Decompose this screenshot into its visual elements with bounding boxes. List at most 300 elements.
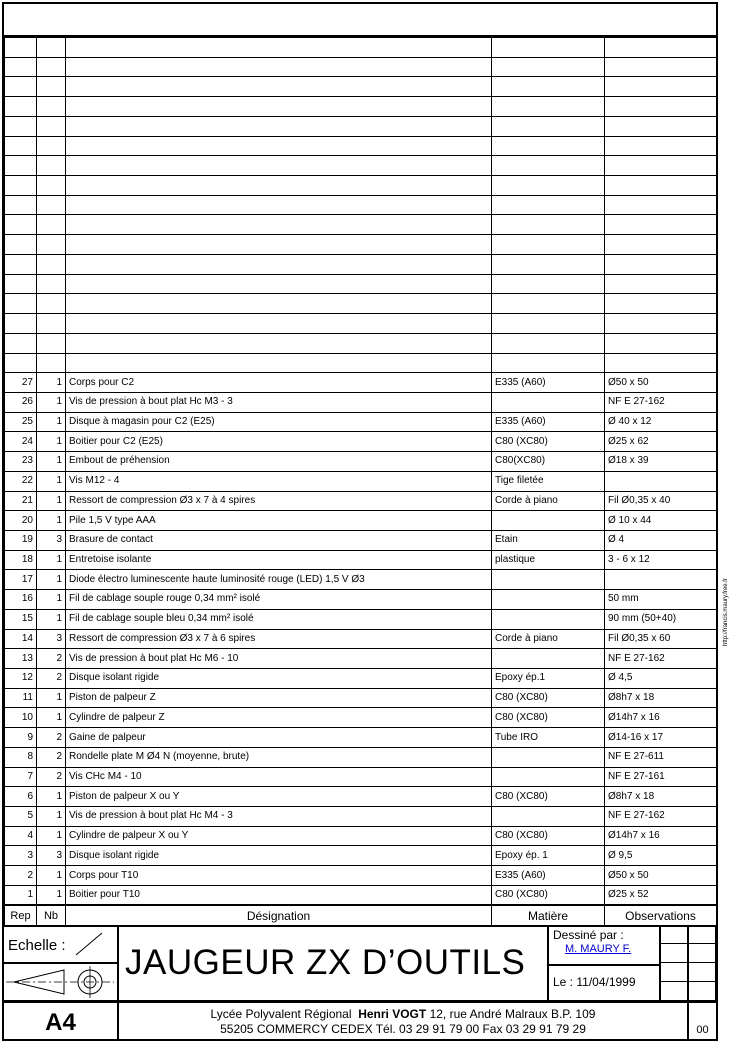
cell-observations: Ø18 x 39 (605, 452, 717, 472)
cell-designation: Piston de palpeur Z (66, 688, 492, 708)
cell-nb: 1 (37, 412, 66, 432)
cell-rep: 16 (5, 590, 37, 610)
cell-matiere: Tige filetée (492, 471, 605, 491)
cell-matiere (492, 97, 605, 117)
cell-matiere: E335 (A60) (492, 412, 605, 432)
empty-row (5, 294, 717, 314)
cell-designation (66, 333, 492, 353)
cell-matiere: Tube IRO (492, 728, 605, 748)
cell-observations (605, 136, 717, 156)
cell-designation (66, 294, 492, 314)
cell-nb: 1 (37, 590, 66, 610)
table-row (5, 747, 717, 767)
header-nb: Nb (37, 905, 66, 926)
cell-matiere (492, 314, 605, 334)
cell-observations: Ø50 x 50 (605, 373, 717, 393)
cell-observations (605, 570, 717, 590)
cell-nb: 1 (37, 708, 66, 728)
empty-row (5, 215, 717, 235)
index-cell (688, 1001, 716, 1039)
school-address-cell (118, 1001, 688, 1039)
cell-observations: NF E 27-161 (605, 767, 717, 787)
cell-designation: Vis de pression à bout plat Hc M3 - 3 (66, 392, 492, 412)
cell-rep: 8 (5, 747, 37, 767)
cell-nb (37, 136, 66, 156)
table-row (5, 609, 717, 629)
cell-rep (5, 254, 37, 274)
table-row (5, 511, 717, 531)
cell-matiere: C80 (XC80) (492, 432, 605, 452)
cell-rep (5, 77, 37, 97)
cell-observations: Fil Ø0,35 x 60 (605, 629, 717, 649)
cell-rep: 12 (5, 669, 37, 689)
cell-designation (66, 77, 492, 97)
cell-matiere (492, 77, 605, 97)
empty-row (5, 57, 717, 77)
cell-matiere (492, 649, 605, 669)
cell-nb (37, 215, 66, 235)
cell-observations (605, 471, 717, 491)
header-observations: Observations (605, 905, 717, 926)
cell-designation (66, 38, 492, 58)
cell-observations (605, 116, 717, 136)
cell-nb: 2 (37, 649, 66, 669)
empty-row (5, 77, 717, 97)
cell-designation: Diode électro luminescente haute luminosité rouge (LED) 1,5 V Ø3 (66, 570, 492, 590)
cell-rep: 22 (5, 471, 37, 491)
table-row (5, 728, 717, 748)
cell-rep: 11 (5, 688, 37, 708)
cell-matiere (492, 136, 605, 156)
cell-rep: 3 (5, 846, 37, 866)
school-street: 12, rue André Malraux B.P. 109 (426, 1007, 596, 1021)
cell-observations (605, 156, 717, 176)
cell-observations: Ø8h7 x 18 (605, 787, 717, 807)
cell-observations: Ø 10 x 44 (605, 511, 717, 531)
cell-nb (37, 333, 66, 353)
cell-designation: Disque à magasin pour C2 (E25) (66, 412, 492, 432)
revision-cell (660, 963, 688, 982)
cell-designation: Corps pour T10 (66, 866, 492, 886)
cell-designation (66, 176, 492, 196)
cell-observations: NF E 27-162 (605, 807, 717, 827)
cell-designation (66, 97, 492, 117)
cell-observations (605, 235, 717, 255)
cell-nb: 1 (37, 570, 66, 590)
empty-row (5, 116, 717, 136)
cell-rep: 27 (5, 373, 37, 393)
cell-observations: Ø14-16 x 17 (605, 728, 717, 748)
cell-designation (66, 57, 492, 77)
cell-observations: Ø 4,5 (605, 669, 717, 689)
cell-rep: 6 (5, 787, 37, 807)
cell-nb (37, 156, 66, 176)
table-row (5, 846, 717, 866)
table-row (5, 708, 717, 728)
empty-row (5, 136, 717, 156)
drawn-by-label: Dessiné par : (553, 928, 624, 942)
empty-row (5, 156, 717, 176)
cell-rep: 24 (5, 432, 37, 452)
cell-designation: Brasure de contact (66, 530, 492, 550)
cell-nb (37, 97, 66, 117)
cell-designation: Piston de palpeur X ou Y (66, 787, 492, 807)
cell-designation (66, 274, 492, 294)
cell-matiere (492, 156, 605, 176)
cell-rep: 18 (5, 550, 37, 570)
table-row (5, 452, 717, 472)
cell-observations (605, 195, 717, 215)
cell-matiere (492, 609, 605, 629)
empty-row (5, 235, 717, 255)
cell-nb: 1 (37, 471, 66, 491)
cell-designation: Rondelle plate M Ø4 N (moyenne, brute) (66, 747, 492, 767)
table-row (5, 629, 717, 649)
cell-nb: 1 (37, 511, 66, 531)
projection-cell (4, 963, 118, 1001)
cell-designation: Ressort de compression Ø3 x 7 à 4 spires (66, 491, 492, 511)
cell-observations (605, 77, 717, 97)
cell-observations: Ø14h7 x 16 (605, 826, 717, 846)
empty-row (5, 274, 717, 294)
cell-observations (605, 353, 717, 373)
cell-nb: 1 (37, 826, 66, 846)
cell-matiere: E335 (A60) (492, 866, 605, 886)
cell-rep: 19 (5, 530, 37, 550)
cell-matiere (492, 590, 605, 610)
cell-designation: Cylindre de palpeur Z (66, 708, 492, 728)
cell-matiere (492, 38, 605, 58)
cell-designation: Boitier pour T10 (66, 885, 492, 905)
cell-designation: Fil de cablage souple rouge 0,34 mm² isolé (66, 590, 492, 610)
drawing-index: 00 (696, 1024, 709, 1036)
cell-observations: Ø25 x 52 (605, 885, 717, 905)
cell-nb: 1 (37, 885, 66, 905)
cell-observations: 50 mm (605, 590, 717, 610)
school-name-first: Henri (358, 1007, 393, 1021)
cell-matiere (492, 254, 605, 274)
cell-matiere (492, 570, 605, 590)
school-address-line-1 (119, 1007, 687, 1021)
cell-matiere: Epoxy ép.1 (492, 669, 605, 689)
school-address-line-2: 55205 COMMERCY CEDEX Tél. 03 29 91 79 00 Fax 03 29 91 79 29 (220, 1022, 586, 1036)
cell-matiere (492, 747, 605, 767)
cell-designation: Ressort de compression Ø3 x 7 à 6 spires (66, 629, 492, 649)
cell-nb: 1 (37, 392, 66, 412)
table-row (5, 885, 717, 905)
cell-matiere: Corde à piano (492, 629, 605, 649)
cell-rep: 15 (5, 609, 37, 629)
revision-cell (660, 982, 688, 1001)
cell-matiere: Epoxy ép. 1 (492, 846, 605, 866)
cell-observations: NF E 27-162 (605, 392, 717, 412)
cell-observations: Ø25 x 62 (605, 432, 717, 452)
cell-designation: Vis CHc M4 - 10 (66, 767, 492, 787)
cell-designation: Vis M12 - 4 (66, 471, 492, 491)
cell-rep: 23 (5, 452, 37, 472)
cell-rep (5, 353, 37, 373)
cell-designation (66, 136, 492, 156)
revision-cell (688, 963, 716, 982)
cell-nb (37, 195, 66, 215)
cell-nb: 1 (37, 452, 66, 472)
cell-observations: NF E 27-611 (605, 747, 717, 767)
cell-rep (5, 215, 37, 235)
cell-designation (66, 195, 492, 215)
cell-nb: 1 (37, 373, 66, 393)
cell-designation: Vis de pression à bout plat Hc M6 - 10 (66, 649, 492, 669)
table-row (5, 550, 717, 570)
table-row (5, 570, 717, 590)
table-row (5, 649, 717, 669)
cell-matiere: Corde à piano (492, 491, 605, 511)
cell-rep: 1 (5, 885, 37, 905)
cell-matiere: C80(XC80) (492, 452, 605, 472)
cell-rep (5, 235, 37, 255)
date-label: Le : (553, 975, 577, 989)
cell-matiere: C80 (XC80) (492, 787, 605, 807)
empty-row (5, 333, 717, 353)
table-row (5, 807, 717, 827)
revision-cell (688, 925, 716, 944)
table-row (5, 373, 717, 393)
cell-matiere (492, 57, 605, 77)
cell-observations: 90 mm (50+40) (605, 609, 717, 629)
cell-matiere (492, 274, 605, 294)
cell-rep: 17 (5, 570, 37, 590)
cell-rep: 4 (5, 826, 37, 846)
table-row (5, 392, 717, 412)
cell-designation: Corps pour C2 (66, 373, 492, 393)
cell-designation: Vis de pression à bout plat Hc M4 - 3 (66, 807, 492, 827)
blank-header-box (4, 4, 716, 37)
cell-designation: Cylindre de palpeur X ou Y (66, 826, 492, 846)
table-row (5, 826, 717, 846)
scale-slash-icon (74, 931, 104, 957)
cell-nb: 1 (37, 550, 66, 570)
revision-cell (660, 944, 688, 963)
cell-matiere (492, 195, 605, 215)
empty-row (5, 314, 717, 334)
parts-list-table (4, 37, 717, 927)
first-angle-projection-icon (4, 964, 116, 1000)
cell-nb: 1 (37, 807, 66, 827)
cell-matiere (492, 294, 605, 314)
cell-rep (5, 136, 37, 156)
cell-rep: 25 (5, 412, 37, 432)
cell-rep (5, 274, 37, 294)
cell-nb: 3 (37, 629, 66, 649)
cell-rep: 26 (5, 392, 37, 412)
table-row (5, 669, 717, 689)
cell-observations (605, 97, 717, 117)
header-matiere: Matière (492, 905, 605, 926)
header-designation: Désignation (66, 905, 492, 926)
empty-row (5, 195, 717, 215)
cell-designation (66, 116, 492, 136)
table-row (5, 412, 717, 432)
cell-nb (37, 116, 66, 136)
cell-observations (605, 314, 717, 334)
cell-rep: 21 (5, 491, 37, 511)
cell-designation: Entretoise isolante (66, 550, 492, 570)
table-row (5, 471, 717, 491)
drawn-by-name-link[interactable]: M. MAURY F. (565, 943, 632, 955)
cell-observations (605, 274, 717, 294)
cell-matiere (492, 235, 605, 255)
school-name-last: VOGT (392, 1007, 427, 1021)
cell-observations: Fil Ø0,35 x 40 (605, 491, 717, 511)
title-block (4, 925, 716, 1039)
cell-rep: 5 (5, 807, 37, 827)
cell-nb (37, 294, 66, 314)
side-url-text: http://francis.maury.free.fr (723, 578, 729, 646)
cell-nb (37, 254, 66, 274)
cell-nb (37, 176, 66, 196)
cell-matiere (492, 807, 605, 827)
cell-rep (5, 116, 37, 136)
cell-nb (37, 235, 66, 255)
cell-nb (37, 314, 66, 334)
cell-designation: Pile 1,5 V type AAA (66, 511, 492, 531)
table-row (5, 787, 717, 807)
cell-nb: 3 (37, 530, 66, 550)
cell-nb: 2 (37, 767, 66, 787)
cell-matiere: E335 (A60) (492, 373, 605, 393)
cell-rep: 10 (5, 708, 37, 728)
cell-designation: Disque isolant rigide (66, 669, 492, 689)
parts-list-header (5, 905, 717, 926)
cell-rep (5, 38, 37, 58)
cell-rep (5, 57, 37, 77)
cell-designation: Embout de préhension (66, 452, 492, 472)
cell-observations (605, 57, 717, 77)
cell-observations: NF E 27-162 (605, 649, 717, 669)
cell-nb: 1 (37, 866, 66, 886)
cell-observations: Ø14h7 x 16 (605, 708, 717, 728)
cell-rep (5, 314, 37, 334)
cell-nb: 1 (37, 787, 66, 807)
format-cell (4, 1001, 118, 1039)
cell-observations: 3 - 6 x 12 (605, 550, 717, 570)
cell-observations (605, 38, 717, 58)
cell-nb (37, 38, 66, 58)
cell-rep (5, 176, 37, 196)
cell-rep (5, 294, 37, 314)
cell-designation: Disque isolant rigide (66, 846, 492, 866)
cell-nb: 2 (37, 728, 66, 748)
empty-row (5, 38, 717, 58)
cell-matiere (492, 333, 605, 353)
table-row (5, 688, 717, 708)
cell-matiere: C80 (XC80) (492, 708, 605, 728)
cell-matiere (492, 511, 605, 531)
cell-designation (66, 235, 492, 255)
cell-matiere: plastique (492, 550, 605, 570)
cell-designation: Gaine de palpeur (66, 728, 492, 748)
cell-designation: Boitier pour C2 (E25) (66, 432, 492, 452)
scale-cell (4, 925, 118, 963)
table-row (5, 590, 717, 610)
cell-nb: 1 (37, 491, 66, 511)
header-rep: Rep (5, 905, 37, 926)
cell-nb: 2 (37, 747, 66, 767)
cell-nb: 2 (37, 669, 66, 689)
cell-observations: Ø 4 (605, 530, 717, 550)
cell-designation (66, 215, 492, 235)
school-type: Lycée Polyvalent Régional (210, 1007, 352, 1021)
cell-observations: Ø 40 x 12 (605, 412, 717, 432)
cell-rep (5, 156, 37, 176)
cell-rep (5, 333, 37, 353)
parts-list-body (5, 38, 717, 906)
cell-nb (37, 77, 66, 97)
cell-rep: 9 (5, 728, 37, 748)
cell-rep: 13 (5, 649, 37, 669)
cell-designation (66, 254, 492, 274)
cell-observations (605, 176, 717, 196)
cell-matiere: C80 (XC80) (492, 688, 605, 708)
cell-matiere: C80 (XC80) (492, 826, 605, 846)
cell-nb (37, 353, 66, 373)
cell-rep: 2 (5, 866, 37, 886)
cell-nb (37, 274, 66, 294)
title-cell (118, 925, 548, 1001)
revision-cell (688, 944, 716, 963)
date-text (553, 975, 636, 989)
cell-rep (5, 97, 37, 117)
cell-rep: 14 (5, 629, 37, 649)
date-value: 11/04/1999 (576, 975, 636, 989)
cell-nb: 1 (37, 688, 66, 708)
cell-observations: Ø 9,5 (605, 846, 717, 866)
cell-nb (37, 57, 66, 77)
cell-matiere: Etain (492, 530, 605, 550)
cell-designation: Fil de cablage souple bleu 0,34 mm² isolé (66, 609, 492, 629)
cell-designation (66, 314, 492, 334)
table-row (5, 767, 717, 787)
revision-cell (688, 982, 716, 1001)
table-row (5, 491, 717, 511)
cell-matiere (492, 392, 605, 412)
cell-matiere (492, 353, 605, 373)
empty-row (5, 353, 717, 373)
table-row (5, 530, 717, 550)
cell-matiere: C80 (XC80) (492, 885, 605, 905)
cell-observations (605, 215, 717, 235)
empty-row (5, 254, 717, 274)
scale-label: Echelle : (8, 937, 66, 954)
cell-rep: 7 (5, 767, 37, 787)
empty-row (5, 97, 717, 117)
drawing-title: JAUGEUR ZX D’OUTILS (125, 943, 526, 982)
paper-format: A4 (45, 1009, 76, 1036)
cell-designation (66, 156, 492, 176)
empty-row (5, 176, 717, 196)
drawing-sheet (2, 2, 718, 1041)
cell-matiere (492, 215, 605, 235)
table-row (5, 432, 717, 452)
revision-cell (660, 925, 688, 944)
date-cell (548, 965, 660, 1001)
cell-rep (5, 195, 37, 215)
cell-observations (605, 254, 717, 274)
cell-nb: 1 (37, 609, 66, 629)
cell-matiere (492, 116, 605, 136)
cell-observations: Ø50 x 50 (605, 866, 717, 886)
cell-matiere (492, 767, 605, 787)
cell-nb: 1 (37, 432, 66, 452)
